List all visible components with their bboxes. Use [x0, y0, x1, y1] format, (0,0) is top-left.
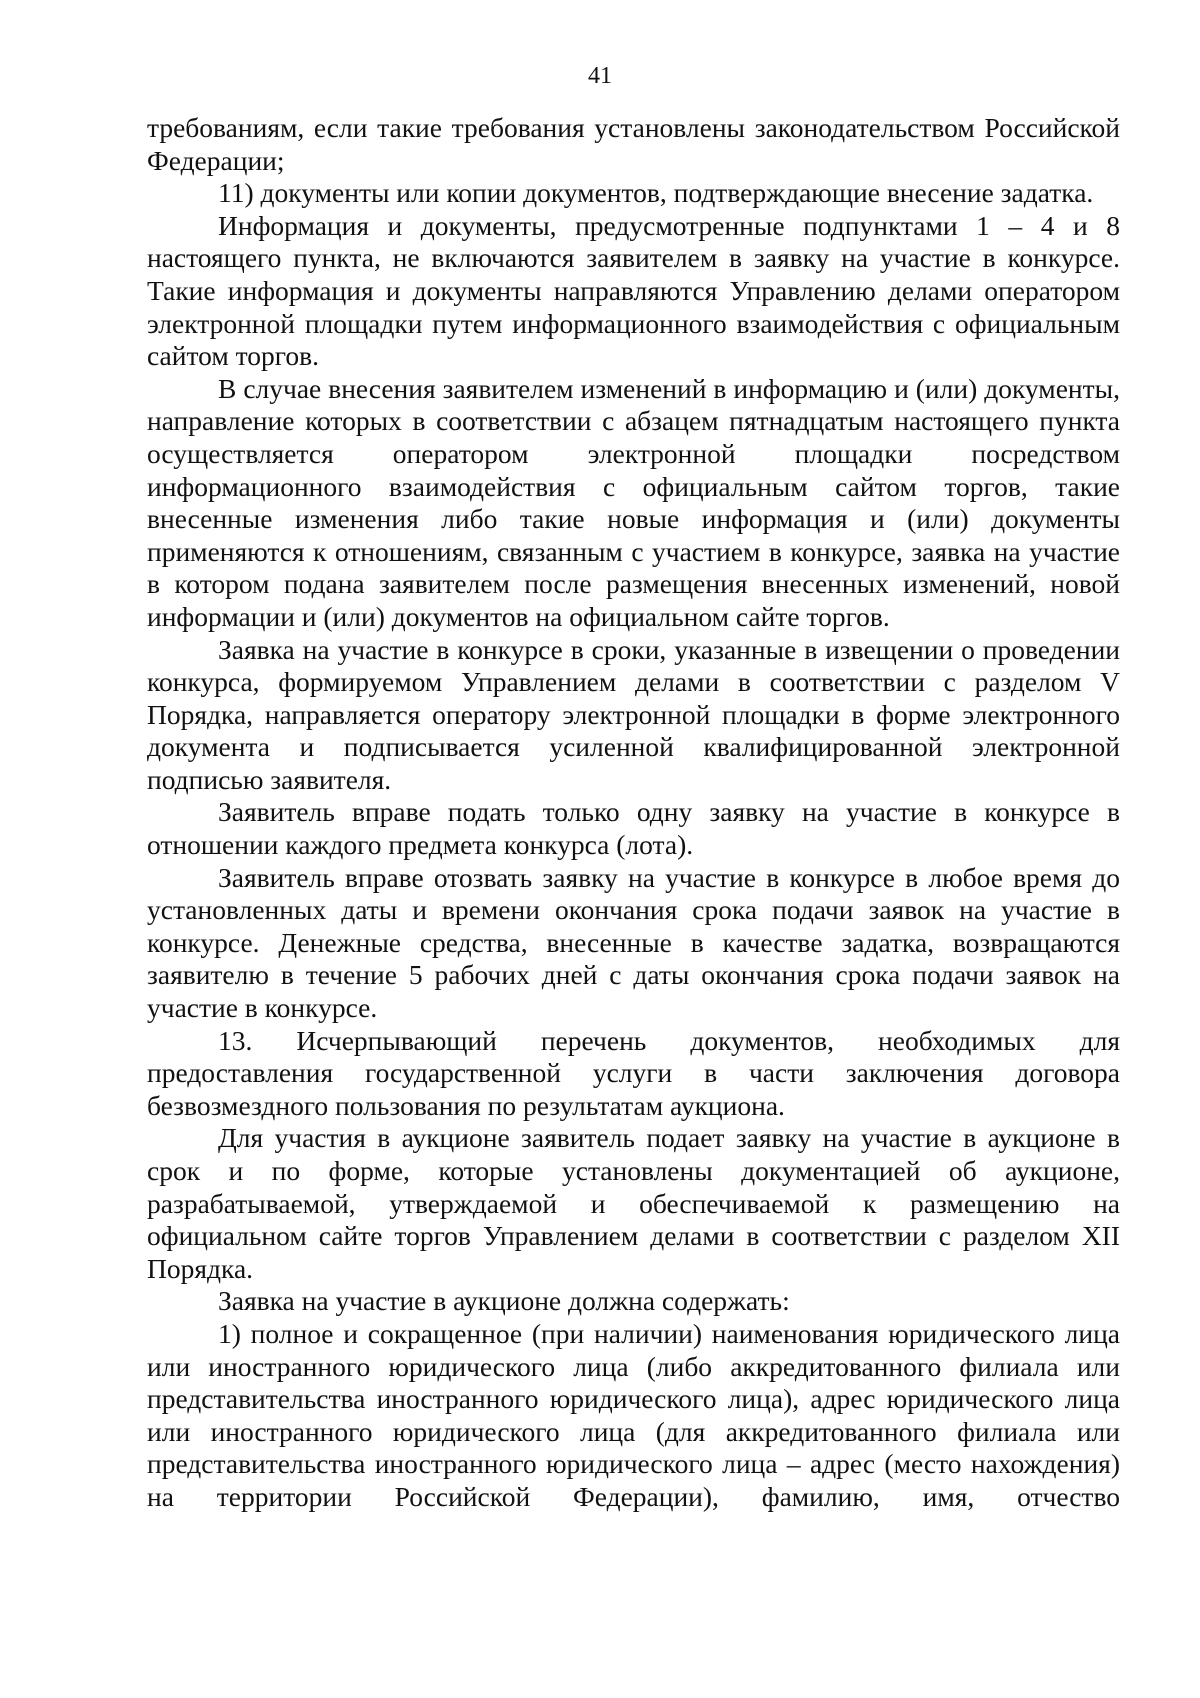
paragraph: В случае внесения заявителем изменений в информацию и (или) документы, направление которых в соответствии с абзацем пятнадцатым настоящего пункта осуществляется оператором электронной площадки посредством информационного взаимодействия с официальным сайтом торгов, такие внесенные изменения либо такие новые информация и (или) документы применяются к отношениям, связанным с участием в конкурсе, заявка на участие в котором подана заявителем после размещения внесенных изменений, новой информации и (или) документов на официальном сайте торгов. — [147, 372, 1120, 632]
paragraph: Заявитель вправе подать только одну заявку на участие в конкурсе в отношении каждого предмета конкурса (лота). — [147, 796, 1120, 861]
paragraph: требованиям, если такие требования установлены законодательством Российской Федерации; — [147, 112, 1120, 176]
document-body — [147, 112, 1120, 1514]
paragraph: Заявка на участие в аукционе должна содержать: — [218, 1285, 790, 1317]
paragraph: Заявитель вправе отозвать заявку на участие в конкурсе в любое время до установленных даты и времени окончания срока подачи заявок на участие в конкурсе. Денежные средства, внесенные в качестве задатка, возвращаются заявителю в течение 5 рабочих дней с даты окончания срока подачи заявок на участие в конкурсе. — [147, 861, 1120, 1024]
paragraph: 1) полное и сокращенное (при наличии) наименования юридического лица или иностранного юридического лица (либо аккредитованного филиала или представительства иностранного юридического лица), адрес юридического лица или иностранного юридического лица (для аккредитованного филиала или представительства иностранного юридического лица – адрес (место нахождения) на территории Российской Федерации), фамилию, имя, отчество — [147, 1317, 1120, 1512]
section-heading-13: 13. Исчерпывающий перечень документов, необходимых для предоставления государственной услуги в части заключения договора безвозмездного пользования по результатам аукциона. — [147, 1024, 1120, 1121]
paragraph: 11) документы или копии документов, подтверждающие внесение задатка. — [218, 177, 1094, 209]
paragraph: Заявка на участие в конкурсе в сроки, указанные в извещении о проведении конкурса, формируемом Управлением делами в соответствии с разделом V Порядка, направляется оператору электронной площадки в форме электронного документа и подписывается усиленной квалифицированной электронной подписью заявителя. — [147, 633, 1120, 795]
paragraph: Для участия в аукционе заявитель подает заявку на участие в аукционе в срок и по форме, которые установлены документацией об аукционе, разрабатываемой, утверждаемой и обеспечиваемой к размещению на официальном сайте торгов Управлением делами в соответствии с разделом XII Порядка. — [147, 1122, 1120, 1284]
paragraph: Информация и документы, предусмотренные подпунктами 1 – 4 и 8 настоящего пункта, не включаются заявителем в заявку на участие в конкурсе. Такие информация и документы направляются Управлению делами оператором электронной площадки путем информационного взаимодействия с официальным сайтом торгов. — [147, 209, 1120, 372]
page-number: 41 — [588, 63, 612, 89]
